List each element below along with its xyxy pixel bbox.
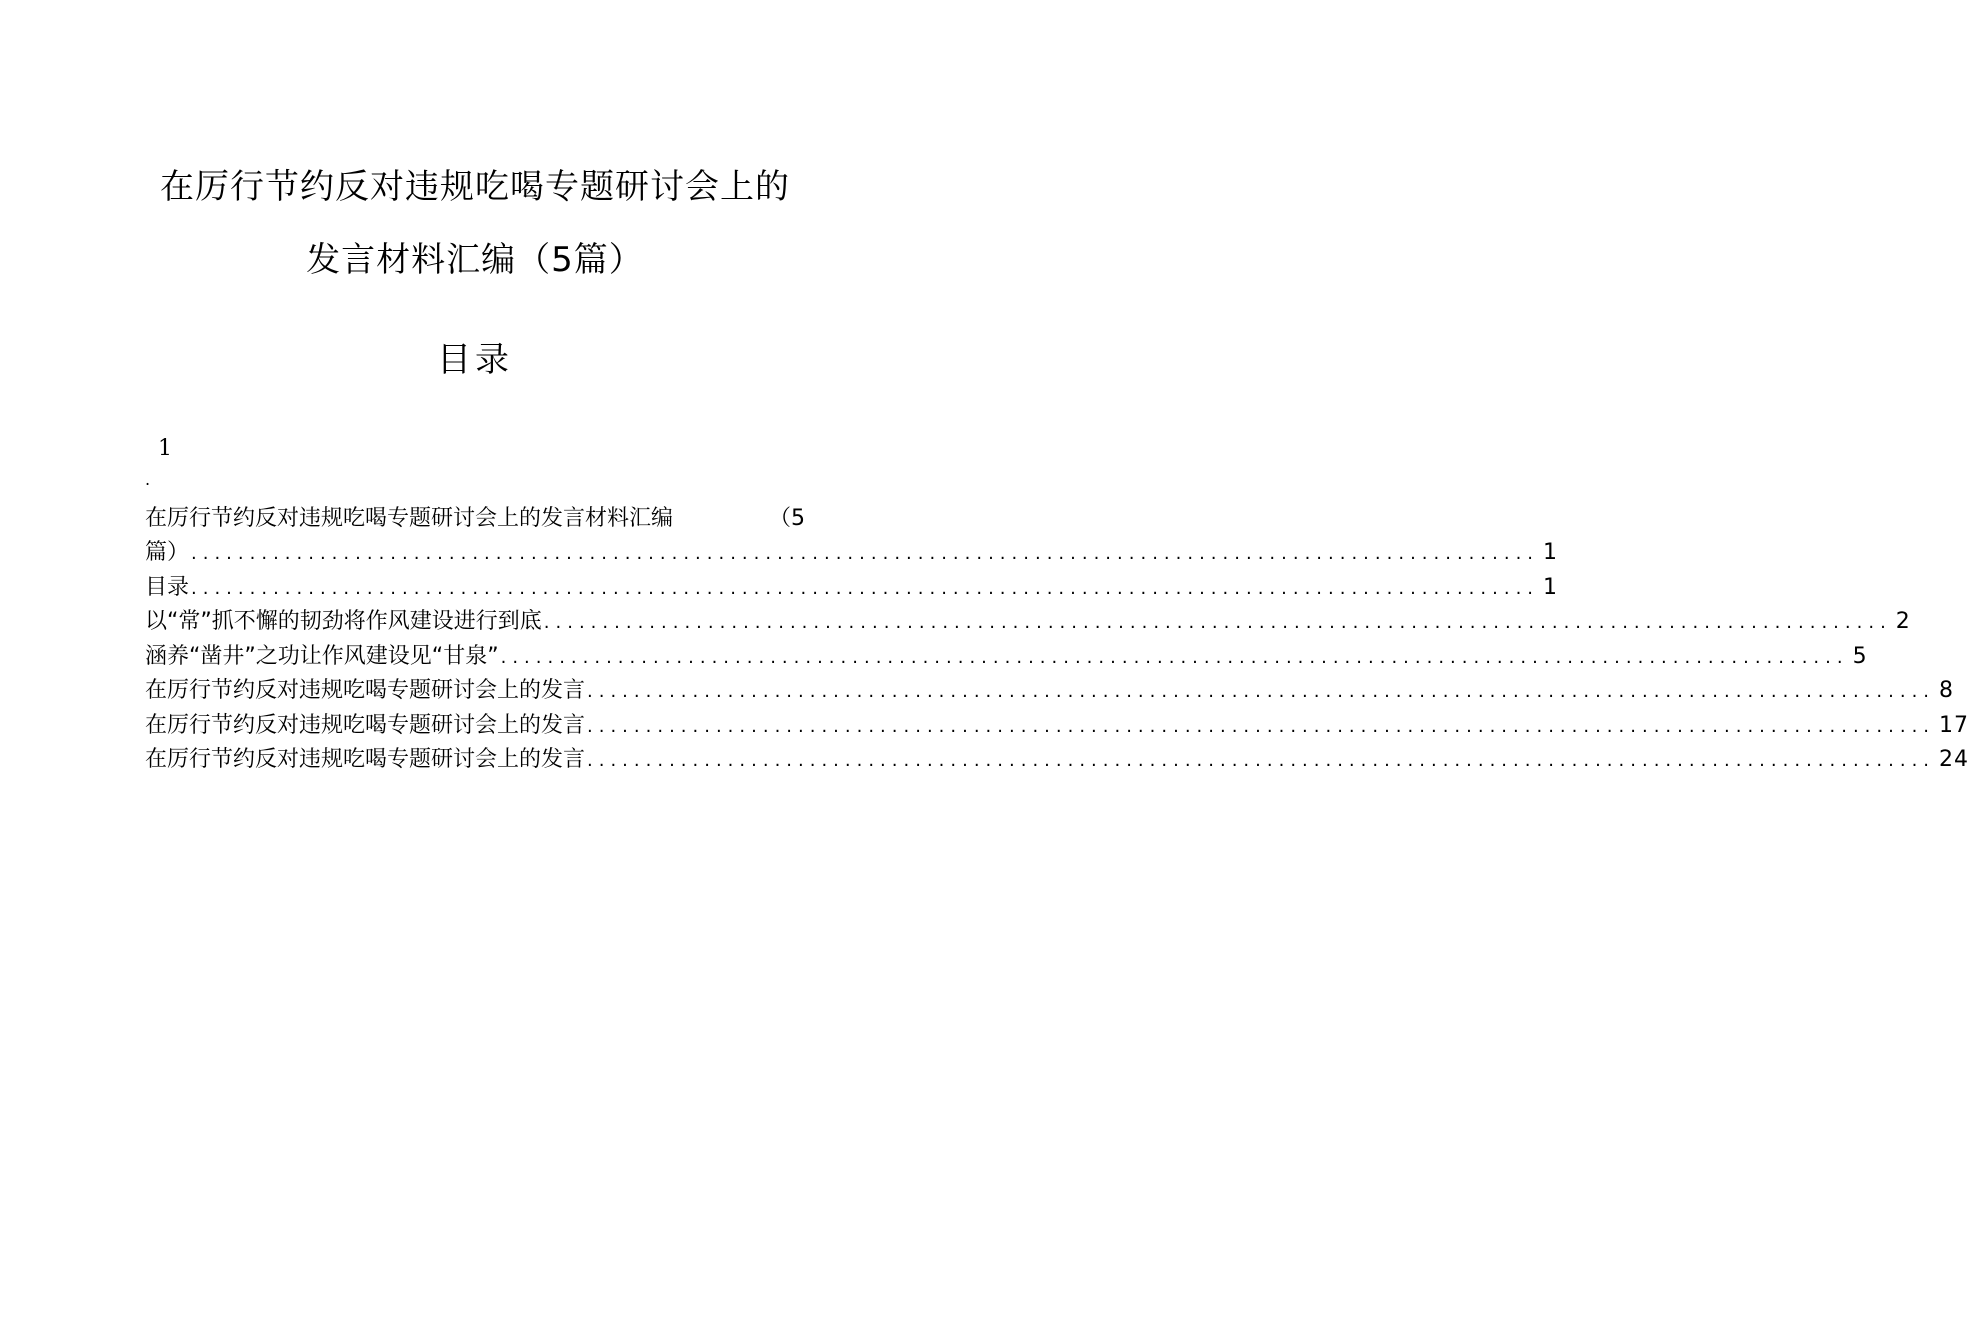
toc-dot-leader: ...................................................................................................................: [191, 543, 1540, 564]
toc-entry[interactable]: [145, 536, 1559, 571]
toc-dot-leader: ...................................................................................................................: [587, 750, 1936, 771]
toc-entry[interactable]: [145, 571, 1559, 606]
toc-entry[interactable]: [145, 640, 1868, 675]
toc-entry[interactable]: [145, 709, 1969, 744]
toc-entry-text: 篇）: [145, 540, 190, 565]
toc-page-number: 5: [1852, 643, 1868, 669]
toc-entry-first-line[interactable]: [145, 502, 805, 536]
toc-page-number: 2: [1895, 609, 1911, 634]
toc-page-number: 1: [1543, 574, 1559, 600]
toc-page-number: 1: [1543, 540, 1559, 565]
toc-dot-leader: ...................................................................................................................: [543, 612, 1892, 633]
toc-entry-text: 目录: [145, 574, 190, 600]
list-marker-number: 1: [158, 436, 172, 461]
toc-entry[interactable]: [145, 674, 1955, 709]
toc-entry-text: 涵养“凿井”之功让作风建设见“甘泉”: [145, 643, 499, 669]
toc-page-number: 8: [1939, 678, 1955, 703]
toc-entry-text: 以“常”抓不懈的韧劲将作风建设进行到底: [145, 609, 542, 634]
toc-dot-leader: ...................................................................................................................: [587, 715, 1936, 737]
toc-heading: 目录: [437, 340, 513, 380]
toc-entry-text: 在厉行节约反对违规吃喝专题研讨会上的发言: [145, 712, 586, 738]
toc-entry-text: 在厉行节约反对违规吃喝专题研讨会上的发言: [145, 747, 586, 772]
toc-dot-leader: ...................................................................................................................: [587, 681, 1936, 702]
toc-dot-leader: ...................................................................................................................: [191, 577, 1540, 599]
toc-entry-text: 在厉行节约反对违规吃喝专题研讨会上的发言材料汇编: [145, 506, 674, 531]
toc-dot-leader: ...................................................................................................................: [500, 646, 1849, 668]
toc-entry[interactable]: [145, 743, 1969, 778]
document-title-line-1: 在厉行节约反对违规吃喝专题研讨会上的: [160, 167, 790, 207]
toc-page-number: 17: [1939, 712, 1969, 738]
toc-entry-text: 在厉行节约反对违规吃喝专题研讨会上的发言: [145, 678, 586, 703]
toc-entry-text-suffix: （5: [769, 506, 805, 531]
table-of-contents: [145, 502, 1969, 778]
toc-entry[interactable]: [145, 605, 1911, 640]
document-title-line-2: 发言材料汇编（5篇）: [306, 240, 644, 280]
list-marker-dot: .: [145, 470, 151, 489]
toc-page-number: 24: [1939, 747, 1969, 772]
